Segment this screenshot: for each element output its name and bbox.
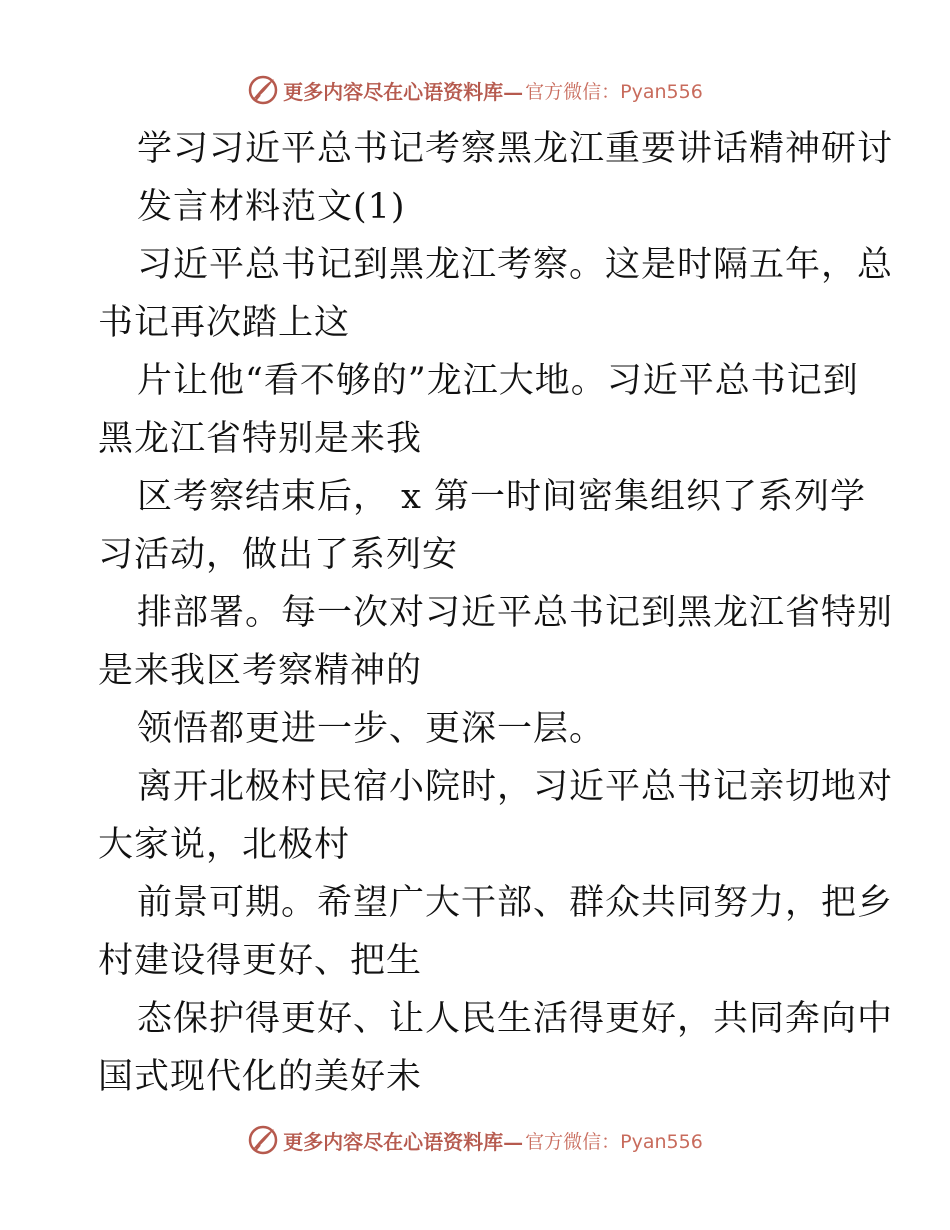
text-line: 书记再次踏上这: [98, 303, 351, 343]
text-line: 大家说，北极村: [98, 825, 351, 865]
text-line: 前景可期。希望广大干部、群众共同努力，把乡: [137, 883, 894, 923]
text-line: 区考察结束后， x 第一时间密集组织了系列学: [137, 477, 866, 517]
text-line: 态保护得更好、让人民生活得更好，共同奔向中: [137, 999, 894, 1039]
watermark-handle: 官方微信：Pyan556: [525, 80, 703, 103]
text-line: 黑龙江省特别是来我: [98, 419, 423, 459]
text-line: 村建设得更好、把生: [98, 941, 423, 981]
text-line: 国式现代化的美好未: [98, 1057, 423, 1097]
title-line: 发言材料范文(1): [137, 187, 406, 227]
text-line: 离开北极村民宿小院时，习近平总书记亲切地对: [137, 767, 894, 807]
text-line: 是来我区考察精神的: [98, 651, 423, 691]
watermark-brand: 更多内容尽在心语资料库—: [283, 1129, 524, 1154]
watermark-brand: 更多内容尽在心语资料库—: [283, 79, 524, 104]
text-line: 习近平总书记到黑龙江考察。这是时隔五年，总: [137, 245, 894, 285]
text-line: 领悟都更进一步、更深一层。: [137, 709, 606, 749]
text-line: 排部署。每一次对习近平总书记到黑龙江省特别: [137, 593, 894, 633]
header-watermark: [0, 70, 950, 110]
quill-logo-icon: [247, 1124, 279, 1156]
title-line: 学习习近平总书记考察黑龙江重要讲话精神研讨: [137, 129, 894, 169]
text-line: 片让他“看不够的”龙江大地。习近平总书记到: [137, 361, 859, 401]
watermark-handle: 官方微信：Pyan556: [525, 1130, 703, 1153]
quill-logo-icon: [247, 74, 279, 106]
text-line: 习活动，做出了系列安: [98, 535, 459, 575]
footer-watermark: [0, 1120, 950, 1160]
